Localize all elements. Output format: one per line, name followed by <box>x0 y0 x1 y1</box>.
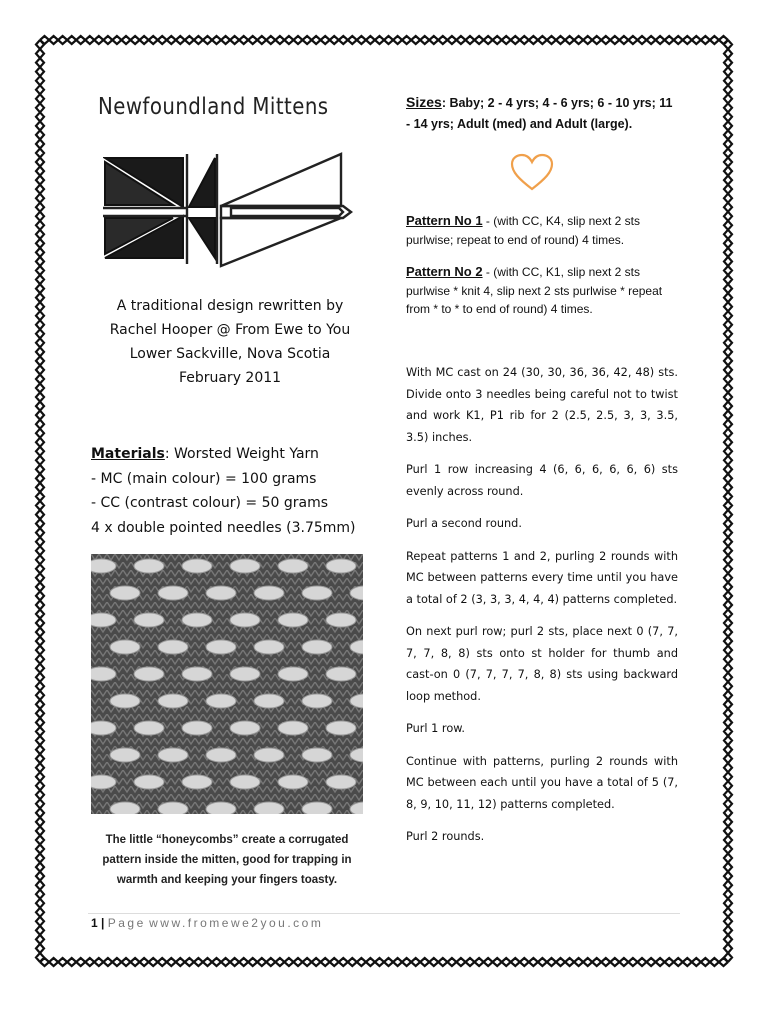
instruction-step: Purl a second round. <box>406 517 522 530</box>
honeycomb-stitch <box>158 802 188 814</box>
instructions <box>406 362 678 859</box>
instruction-step: Repeat patterns 1 and 2, purling 2 rounds with MC between patterns every time until you have a total of 2 (3, 3, 3, 4, 4, 4) patterns completed. <box>406 549 678 606</box>
honeycomb-stitch <box>182 775 212 789</box>
honeycomb-stitch <box>134 775 164 789</box>
honeycomb-stitch <box>182 721 212 735</box>
honeycomb-stitch <box>91 613 116 627</box>
instruction-step: Purl 1 row increasing 4 (6, 6, 6, 6, 6, 6) sts evenly across round. <box>406 463 678 498</box>
sizes-line <box>406 92 678 135</box>
honeycomb-stitch <box>302 748 332 762</box>
honeycomb-stitch <box>278 559 308 573</box>
honeycomb-stitch <box>182 613 212 627</box>
intro-line: Rachel Hooper @ From Ewe to You <box>109 322 351 338</box>
instruction-step: Purl 1 row. <box>406 722 466 735</box>
honeycomb-stitch <box>278 667 308 681</box>
honeycomb-stitch <box>182 559 212 573</box>
honeycomb-stitch <box>134 721 164 735</box>
honeycomb-stitch <box>254 694 284 708</box>
page-number: 1 <box>91 916 98 930</box>
materials-line: - MC (main colour) = 100 grams <box>91 470 317 487</box>
instruction-step: Continue with patterns, purling 2 rounds with MC between each until you have a total of 5 (7, 8, 9, 10, 11, 12) patterns completed. <box>406 754 678 811</box>
pattern-1 <box>406 212 681 249</box>
honeycomb-stitch <box>134 613 164 627</box>
heart-icon <box>509 153 555 193</box>
footer-url: www.fromewe2you.com <box>149 916 324 930</box>
instruction-step: With MC cast on 24 (30, 30, 36, 36, 42, 48) sts. Divide onto 3 needles being careful not to twist and work K1, P1 rib for 2 (2.5, 2.5, 3, 3, 3.5, 3.5) inches. <box>406 366 678 444</box>
materials-yarn: : Worsted Weight Yarn <box>164 446 319 462</box>
pattern-1-text: - (with CC, K4, slip next 2 sts purlwise; repeat to end of round) 4 times. <box>406 214 640 247</box>
materials-section <box>91 442 381 540</box>
instruction-step: On next purl row; purl 2 sts, place next 0 (7, 7, 7, 7, 8, 8) sts onto st holder for thumb and cast-on 0 (7, 7, 7, 7, 8, 8) sts using backward loop method. <box>406 625 678 703</box>
pattern-2 <box>406 263 681 319</box>
materials-heading-line <box>91 442 381 467</box>
footer-divider <box>88 913 680 914</box>
honeycomb-stitch <box>91 667 116 681</box>
pattern-2-text: - (with CC, K1, slip next 2 sts purlwise * knit 4, slip next 2 sts purlwise * repeat from * to * to end of round) 4 times. <box>406 265 663 316</box>
honeycomb-stitch <box>326 613 356 627</box>
honeycomb-stitch <box>230 559 260 573</box>
honeycomb-stitch <box>158 586 188 600</box>
honeycomb-stitch <box>230 775 260 789</box>
honeycomb-stitch <box>91 775 116 789</box>
honeycomb-stitch <box>302 802 332 814</box>
honeycomb-stitch <box>326 775 356 789</box>
intro-line: February 2011 <box>178 370 282 386</box>
page-footer <box>91 916 323 930</box>
honeycomb-stitch <box>206 640 236 654</box>
materials-heading: Materials <box>91 446 165 462</box>
intro-line: A traditional design rewritten by <box>116 298 344 314</box>
honeycomb-stitch <box>158 694 188 708</box>
honeycomb-stitch <box>230 667 260 681</box>
honeycomb-stitch <box>91 721 116 735</box>
honeycomb-stitch <box>326 667 356 681</box>
honeycomb-stitch <box>278 613 308 627</box>
instruction-step: Purl 2 rounds. <box>406 830 485 843</box>
pattern-2-label: Pattern No 2 <box>406 264 483 279</box>
honeycomb-stitch <box>206 802 236 814</box>
honeycomb-stitch <box>302 640 332 654</box>
honeycomb-stitch <box>230 721 260 735</box>
honeycomb-stitch <box>254 802 284 814</box>
document-title: Newfoundland Mittens <box>98 94 329 120</box>
page-label: Page <box>107 916 146 930</box>
honeycomb-stitch <box>254 640 284 654</box>
honeycomb-stitch <box>110 802 140 814</box>
honeycomb-stitch <box>254 748 284 762</box>
honeycomb-stitch <box>110 640 140 654</box>
honeycomb-stitch <box>110 586 140 600</box>
honeycomb-stitch <box>110 694 140 708</box>
honeycomb-stitch <box>206 694 236 708</box>
honeycomb-stitch <box>182 667 212 681</box>
honeycomb-stitch <box>254 586 284 600</box>
honeycomb-stitch <box>230 613 260 627</box>
intro-block <box>80 294 380 390</box>
materials-line: 4 x double pointed needles (3.75mm) <box>91 519 356 536</box>
pattern-1-label: Pattern No 1 <box>406 213 483 228</box>
honeycomb-stitch <box>206 748 236 762</box>
intro-line: Lower Sackville, Nova Scotia <box>129 346 331 362</box>
honeycomb-stitch <box>134 667 164 681</box>
honeycomb-stitch <box>302 694 332 708</box>
honeycomb-stitch <box>158 640 188 654</box>
newfoundland-flag-image <box>103 150 353 268</box>
footer-separator: | <box>101 916 105 930</box>
sizes-text: : Baby; 2 - 4 yrs; 4 - 6 yrs; 6 - 10 yrs; 11 - 14 yrs; Adult (med) and Adult (large). <box>406 96 673 131</box>
honeycomb-stitch <box>134 559 164 573</box>
honeycomb-stitch <box>326 721 356 735</box>
honeycomb-stitch <box>91 559 116 573</box>
honeycomb-stitch <box>206 586 236 600</box>
honeycomb-stitch <box>278 775 308 789</box>
honeycomb-stitch <box>278 721 308 735</box>
honeycomb-stitch <box>326 559 356 573</box>
honeycomb-stitch <box>110 748 140 762</box>
honeycomb-stitch <box>302 586 332 600</box>
sizes-label: Sizes <box>406 94 442 110</box>
knitted-swatch-photo <box>91 554 363 814</box>
swatch-caption: The little “honeycombs” create a corrugated pattern inside the mitten, good for trapping in warmth and keeping your fingers toasty. <box>102 834 352 886</box>
materials-line: - CC (contrast colour) = 50 grams <box>91 495 329 511</box>
honeycomb-stitch <box>158 748 188 762</box>
